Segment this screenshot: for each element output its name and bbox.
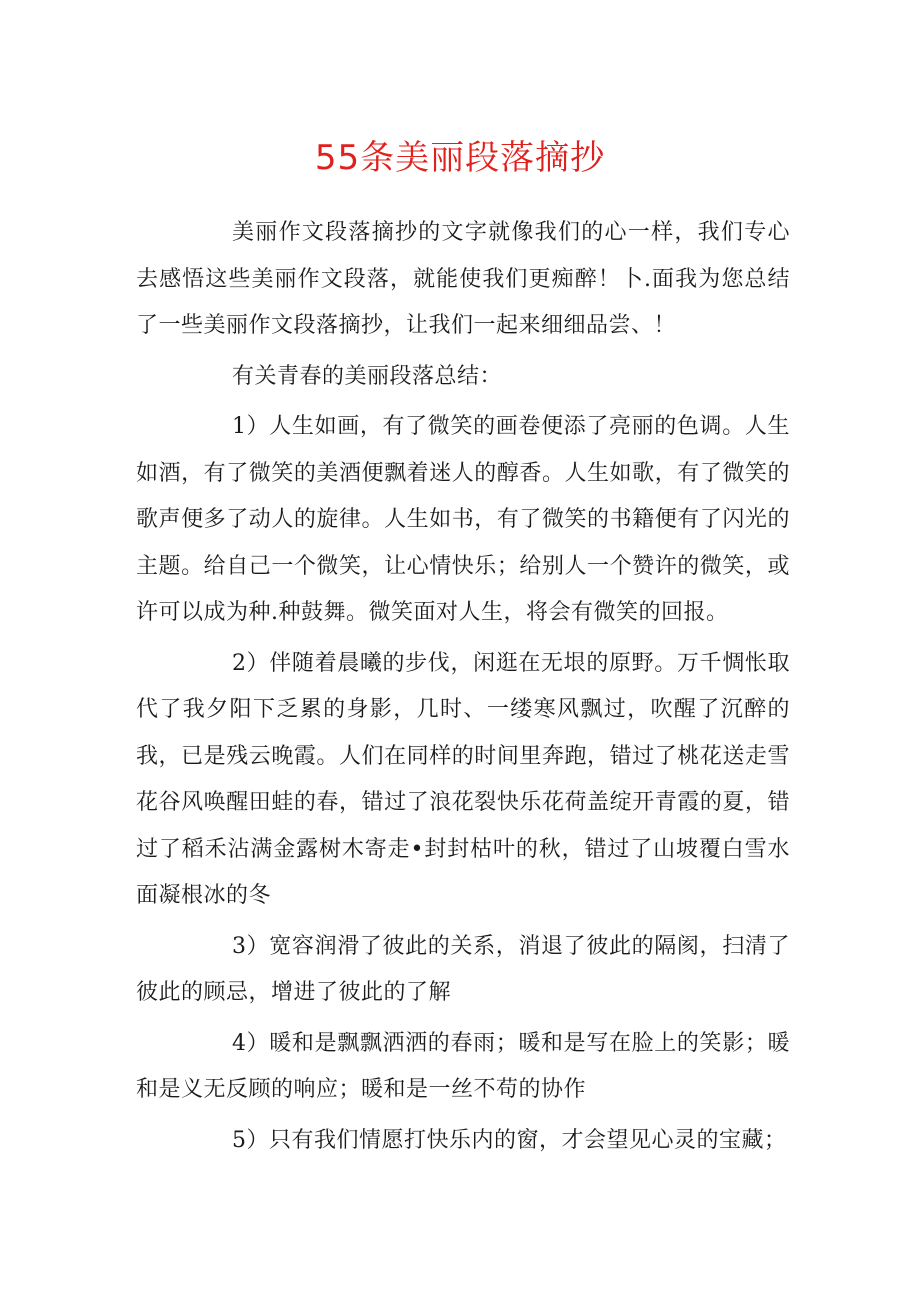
intro-paragraph: 美丽作文段落摘抄的文字就像我们的心一样，我们专心去感悟这些美丽作文段落，就能使我们更痴醉！卜.面我为您总结了一些美丽作文段落摘抄，让我们一起来细细品尝、！ bbox=[136, 220, 790, 338]
excerpt-paragraph-4: 4）暖和是飘飘洒洒的春雨；暖和是写在脸上的笑影；暖和是义无反顾的响应；暖和是一丝不苟的协作 bbox=[136, 1030, 790, 1102]
document-title: 55条美丽段落摘抄 bbox=[314, 138, 606, 178]
excerpt-paragraph-2: 2）伴随着晨曦的步伐，闲逛在无垠的原野。万千惆怅取代了我夕阳下乏累的身影，几时、一缕寒风飘过，吹醒了沉醉的我，已是残云晚霞。人们在同样的时间里奔跑，错过了桃花送走雪花谷风唤醒田蛙的春，错过了浪花裂快乐花荷盖绽开青霞的夏，错过了稻禾沾满金露树木寄走•封封枯叶的秋，错过了山坡覆白雪水面凝根冰的冬 bbox=[136, 650, 790, 908]
section-heading: 有关青春的美丽段落总结： bbox=[232, 363, 503, 389]
document-body bbox=[136, 210, 790, 1168]
excerpt-paragraph-3: 3）宽容润滑了彼此的关系，消退了彼此的隔阂，扫清了彼此的顾忌，增进了彼此的了解 bbox=[136, 933, 790, 1005]
excerpt-paragraph-1: 1）人生如画，有了微笑的画卷便添了亮丽的色调。人生如酒，有了微笑的美酒便飘着迷人的醇香。人生如歌，有了微笑的歌声便多了动人的旋律。人生如书，有了微笑的书籍便有了闪光的主题。给自己一个微笑，让心情快乐；给别人一个赞许的微笑，或许可以成为种.种鼓舞。微笑面对人生，将会有微笑的回报。 bbox=[136, 414, 790, 625]
excerpt-paragraph-5: 5）只有我们情愿打快乐内的窗，才会望见心灵的宝藏； bbox=[232, 1127, 787, 1153]
